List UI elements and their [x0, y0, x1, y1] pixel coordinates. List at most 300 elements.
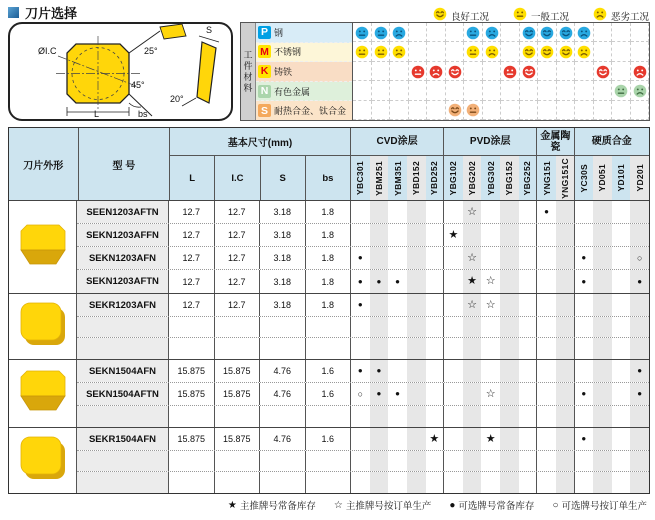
mark-cell-YBG252: [519, 451, 538, 471]
compat-cell: [631, 101, 650, 120]
mark-cell-YBC301: [351, 270, 370, 293]
dot-mark: ●: [357, 366, 363, 375]
mark-cell-YD201: [630, 247, 649, 269]
mark-cell-YBG302: [481, 338, 500, 359]
dim-cell-S: [260, 472, 306, 493]
compat-cell: [372, 81, 391, 100]
insert-group-rows: [77, 294, 649, 359]
empty-row: [77, 406, 649, 427]
dim-cell-L: [169, 472, 215, 493]
mark-cell-YBD152: [407, 317, 426, 337]
grade-label: YBC301: [355, 161, 366, 195]
mark-cell-YNG151C: [556, 360, 575, 382]
mark-cell-YBC301: [351, 317, 370, 337]
compat-cell: [612, 62, 631, 81]
mark-cell-YD101: [612, 338, 631, 359]
mark-cell-YBG252: [519, 270, 538, 293]
table-row: [77, 360, 649, 383]
mark-cell-YBD252: [426, 224, 445, 246]
dim-cell-bs: [306, 472, 352, 493]
mark-cell-YD051: [593, 201, 612, 223]
open-dot-mark: ○: [636, 252, 643, 263]
dim-cell-L: [169, 406, 215, 427]
model-cell: SEKN1203AFFN: [77, 224, 169, 246]
mark-cell-YBG102: [444, 224, 463, 246]
grade-column-YBM351: [388, 156, 407, 200]
model-cell: SEKN1203AFTN: [77, 270, 169, 293]
mark-cell-YBM351: [388, 201, 407, 223]
mark-cell-YD101: [612, 317, 631, 337]
mark-cell-YBG202: [463, 270, 482, 293]
dot-mark: ●: [637, 389, 643, 398]
rounded-square-insert-icon: [18, 301, 68, 352]
good-face-icon: [540, 45, 554, 59]
mark-cell-YBM251: [370, 428, 389, 450]
dim-cell-L: 12.7: [169, 247, 215, 269]
table-row: [77, 201, 649, 224]
compat-cell: [575, 101, 594, 120]
dot-mark: ●: [581, 253, 587, 262]
mark-cell-YBG152: [500, 224, 519, 246]
material-badge-K: K: [258, 65, 271, 78]
mark-cell-YNG151: [537, 406, 556, 427]
stock-legend-label: 可选牌号常备库存: [458, 501, 535, 512]
grade-column-YBG152: [500, 156, 519, 200]
dot-mark: ●: [581, 276, 587, 286]
mark-cell-YBM251: [370, 270, 389, 293]
dim-cell-S: [260, 406, 306, 427]
mark-cell-YBM351: [388, 406, 407, 427]
material-row-K: [256, 62, 352, 82]
grade-group-label: 金属陶瓷: [537, 128, 574, 155]
table-row: [77, 383, 649, 406]
chamfered-square-insert-icon: [17, 369, 69, 418]
mark-cell-YBM351: [388, 360, 407, 382]
mark-cell-YBG202: [463, 338, 482, 359]
dot-mark: ●: [544, 207, 549, 216]
mark-cell-YD051: [593, 451, 612, 471]
table-row: [77, 294, 649, 317]
mark-cell-YBG202: [463, 428, 482, 450]
model-cell: SEKN1504AFTN: [77, 383, 169, 405]
star-mark: ★: [448, 228, 459, 241]
mark-cell-YBG202: [463, 406, 482, 427]
mark-cell-YBC301: [351, 360, 370, 382]
good-face-icon: [522, 26, 536, 40]
compat-cell: [483, 81, 502, 100]
mark-cell-YBG202: [463, 451, 482, 471]
grade-column-YBD152: [407, 156, 426, 200]
grade-group-label: PVD涂层: [444, 128, 537, 155]
mark-cell-YBD152: [407, 472, 426, 493]
mark-cell-YBG302: [481, 201, 500, 223]
mark-cell-YBD152: [407, 360, 426, 382]
mark-cell-YNG151: [537, 224, 556, 246]
mark-cell-YBM251: [370, 383, 389, 405]
grade-column-YBG302: [481, 156, 500, 200]
dim-cell-bs: [306, 451, 352, 471]
mark-cell-YNG151: [537, 338, 556, 359]
mark-cell-YNG151C: [556, 428, 575, 450]
bad-face-icon: [392, 45, 406, 59]
mark-cell-YBG102: [444, 338, 463, 359]
stock-legend: [228, 498, 647, 512]
mark-cell-YNG151: [537, 451, 556, 471]
mark-cell-YBC301: [351, 406, 370, 427]
empty-row: [77, 317, 649, 338]
dim-cell-I.C: 12.7: [215, 270, 261, 293]
mark-cell-YBM251: [370, 472, 389, 493]
grade-label-row: [351, 156, 649, 200]
svg-text:25°: 25°: [144, 46, 158, 56]
insert-group: [9, 428, 649, 493]
mark-cell-YBD252: [426, 451, 445, 471]
stock-legend-symbol: ○: [552, 499, 559, 511]
workpiece-material-title: [241, 23, 256, 120]
marks-cells: [351, 383, 649, 405]
mark-cell-YD201: [630, 383, 649, 405]
mark-cell-YC30S: [575, 201, 594, 223]
compat-cell: [501, 42, 520, 61]
compat-cell: [538, 62, 557, 81]
mark-cell-YD101: [612, 247, 631, 269]
mark-cell-YNG151: [537, 428, 556, 450]
compat-cell: [631, 42, 650, 61]
mark-cell-YBD252: [426, 317, 445, 337]
mark-cell-YC30S: [575, 383, 594, 405]
dot-mark: ●: [357, 276, 363, 286]
dim-cell-L: 12.7: [169, 224, 215, 246]
model-cell: [77, 338, 169, 359]
dim-cell-S: [260, 338, 306, 359]
dim-cell-L: [169, 317, 215, 337]
bad-face-icon: [485, 45, 499, 59]
open-star-mark: ☆: [485, 387, 496, 400]
mark-cell-YBD152: [407, 383, 426, 405]
material-name: 铸铁: [274, 66, 293, 77]
condition-legend-label: 恶劣工况: [610, 11, 649, 23]
neutral-face-icon: [355, 45, 369, 59]
model-cell: SEKN1504AFN: [77, 360, 169, 382]
compat-cell: [501, 23, 520, 42]
marks-cells: [351, 472, 649, 493]
good-face-icon: [596, 65, 610, 79]
stock-legend-symbol: ☆: [333, 499, 343, 511]
rounded-square-insert-icon: [18, 435, 68, 486]
compat-cell: [353, 62, 372, 81]
mark-cell-YBD152: [407, 224, 426, 246]
material-row-S: [256, 101, 352, 120]
mark-cell-YBM251: [370, 247, 389, 269]
mark-cell-YNG151C: [556, 472, 575, 493]
mark-cell-YBG102: [444, 317, 463, 337]
stock-legend-label: 主推牌号按订单生产: [345, 501, 432, 512]
bad-face-icon: [577, 26, 591, 40]
grade-label: YBD252: [429, 161, 440, 195]
compat-cell: [390, 101, 409, 120]
dim-cell-I.C: 12.7: [215, 247, 261, 269]
insert-shape-cell: [9, 360, 77, 427]
mark-cell-YBG252: [519, 224, 538, 246]
mark-cell-YBG152: [500, 317, 519, 337]
mark-cell-YC30S: [575, 406, 594, 427]
mark-cell-YD101: [612, 406, 631, 427]
chamfered-square-insert-icon: [17, 223, 69, 272]
grade-label: YNG151: [541, 160, 552, 196]
mark-cell-YBC301: [351, 201, 370, 223]
compat-cell: [557, 81, 576, 100]
compat-cell: [612, 42, 631, 61]
mark-cell-YBG252: [519, 201, 538, 223]
mark-cell-YBD152: [407, 428, 426, 450]
mark-cell-YBG102: [444, 294, 463, 316]
neutral-face-icon: [466, 26, 480, 40]
mark-cell-YBG102: [444, 472, 463, 493]
table-row: [77, 247, 649, 270]
mark-cell-YBD252: [426, 247, 445, 269]
mark-cell-YD201: [630, 270, 649, 293]
open-star-mark: ☆: [485, 275, 496, 287]
grade-label: YBD152: [411, 161, 422, 195]
dim-cell-bs: 1.8: [306, 224, 352, 246]
mark-cell-YBD252: [426, 360, 445, 382]
mark-cell-YC30S: [575, 224, 594, 246]
mark-cell-YBG202: [463, 247, 482, 269]
mark-cell-YBG152: [500, 406, 519, 427]
material-name: 不锈钢: [274, 47, 302, 58]
insert-group-rows: [77, 360, 649, 427]
mark-cell-YD201: [630, 360, 649, 382]
insert-diagram: [8, 22, 233, 121]
mark-cell-YD201: [630, 201, 649, 223]
mark-cell-YC30S: [575, 338, 594, 359]
mark-cell-YBD152: [407, 294, 426, 316]
material-row-N: [256, 82, 352, 102]
mark-cell-YBM351: [388, 383, 407, 405]
table-header: [9, 128, 649, 201]
mark-cell-YD051: [593, 360, 612, 382]
mark-cell-YNG151: [537, 247, 556, 269]
compat-cell: [427, 42, 446, 61]
mark-cell-YBG152: [500, 201, 519, 223]
stock-legend-symbol: ●: [449, 499, 456, 511]
stock-legend-label: 主推牌号常备库存: [239, 501, 316, 512]
good-face-icon: [448, 65, 462, 79]
dim-cell-L: 12.7: [169, 270, 215, 293]
model-cell: SEKR1504AFN: [77, 428, 169, 450]
marks-cells: [351, 247, 649, 269]
mark-cell-YC30S: [575, 247, 594, 269]
material-rows: [256, 23, 352, 120]
grade-column-YBG252: [519, 156, 538, 200]
mark-cell-YD101: [612, 428, 631, 450]
material-badge-P: P: [258, 26, 271, 39]
dim-cell-L: 12.7: [169, 201, 215, 223]
header-dim-subcolumns: [170, 156, 350, 200]
mark-cell-YBM251: [370, 406, 389, 427]
dim-cell-S: 4.76: [260, 383, 306, 405]
svg-text:45°: 45°: [131, 80, 145, 90]
mark-cell-YD051: [593, 224, 612, 246]
compat-cell: [612, 23, 631, 42]
mark-cell-YD101: [612, 451, 631, 471]
compat-cell: [557, 101, 576, 120]
mark-cell-YBG152: [500, 451, 519, 471]
neutral-face-icon: [355, 26, 369, 40]
dim-cell-S: 3.18: [260, 201, 306, 223]
svg-text:bs: bs: [138, 109, 148, 119]
mark-cell-YNG151C: [556, 383, 575, 405]
mark-cell-YBC301: [351, 428, 370, 450]
marks-cells: [351, 224, 649, 246]
mark-cell-YBG302: [481, 428, 500, 450]
mark-cell-YBG102: [444, 270, 463, 293]
mark-cell-YBG202: [463, 383, 482, 405]
compat-cell: [427, 81, 446, 100]
open-star-mark: ☆: [467, 298, 477, 311]
mark-cell-YBD252: [426, 472, 445, 493]
star-mark: ★: [429, 432, 440, 445]
dim-cell-S: 3.18: [260, 270, 306, 293]
mark-cell-YBC301: [351, 383, 370, 405]
dot-mark: ●: [637, 366, 643, 375]
compat-cell: [612, 101, 631, 120]
grade-label: YBG202: [467, 160, 478, 196]
insert-group-rows: [77, 428, 649, 493]
mark-cell-YC30S: [575, 294, 594, 316]
dim-cell-bs: 1.8: [306, 270, 352, 293]
mark-cell-YBD252: [426, 270, 445, 293]
neutral-face-icon: [374, 26, 388, 40]
good-face-icon: [540, 26, 554, 40]
table-body: [9, 201, 649, 493]
insert-group: [9, 294, 649, 360]
mark-cell-YBD252: [426, 383, 445, 405]
dim-cell-bs: 1.8: [306, 201, 352, 223]
dot-mark: ●: [581, 434, 587, 443]
good-face-icon: [448, 103, 462, 117]
stock-legend-item: [552, 498, 647, 512]
dim-cell-I.C: 12.7: [215, 201, 261, 223]
material-badge-M: M: [258, 45, 271, 58]
mark-cell-YD201: [630, 294, 649, 316]
mark-cell-YBM351: [388, 451, 407, 471]
header-dim-S: S: [261, 156, 306, 200]
star-mark: ★: [485, 432, 496, 445]
svg-text:ØI.C: ØI.C: [38, 46, 57, 56]
mark-cell-YNG151: [537, 360, 556, 382]
mark-cell-YBM251: [370, 317, 389, 337]
model-cell: [77, 406, 169, 427]
marks-cells: [351, 428, 649, 450]
mark-cell-YD201: [630, 406, 649, 427]
mark-cell-YNG151C: [556, 270, 575, 293]
compat-cell: [538, 101, 557, 120]
grade-column-YD201: [630, 156, 649, 200]
mark-cell-YD051: [593, 270, 612, 293]
compat-cell: [594, 101, 613, 120]
mark-cell-YBG152: [500, 338, 519, 359]
mark-cell-YBM351: [388, 294, 407, 316]
mark-cell-YBG302: [481, 270, 500, 293]
mark-cell-YBG152: [500, 270, 519, 293]
mark-cell-YBG252: [519, 338, 538, 359]
model-cell: SEEN1203AFTN: [77, 201, 169, 223]
grade-label: YC30S: [578, 163, 589, 193]
marks-cells: [351, 338, 649, 359]
table-row: [77, 224, 649, 247]
dot-mark: ●: [357, 300, 363, 309]
stock-legend-item: [334, 498, 431, 512]
mark-cell-YBD152: [407, 247, 426, 269]
mark-cell-YBD252: [426, 338, 445, 359]
empty-row: [77, 338, 649, 359]
header-dims-label: 基本尺寸(mm): [170, 128, 350, 156]
mark-cell-YBG102: [444, 201, 463, 223]
open-star-mark: ☆: [485, 298, 496, 311]
stock-legend-label: 可选牌号按订单生产: [561, 501, 647, 512]
dim-cell-I.C: [215, 451, 261, 471]
compat-cell: [483, 62, 502, 81]
marks-cells: [351, 451, 649, 471]
mark-cell-YBM251: [370, 224, 389, 246]
mark-cell-YD101: [612, 201, 631, 223]
table-row: [77, 270, 649, 293]
empty-row: [77, 451, 649, 472]
mark-cell-YBG252: [519, 383, 538, 405]
mark-cell-YBG102: [444, 406, 463, 427]
mark-cell-YNG151C: [556, 294, 575, 316]
mark-cell-YBG152: [500, 472, 519, 493]
mark-cell-YBM351: [388, 224, 407, 246]
table-row: [77, 428, 649, 451]
mark-cell-YC30S: [575, 451, 594, 471]
header-dim-I.C: I.C: [215, 156, 260, 200]
mark-cell-YD101: [612, 270, 631, 293]
dim-cell-L: [169, 338, 215, 359]
dot-mark: ●: [581, 389, 587, 398]
header-grades: [351, 128, 649, 200]
insert-group: [9, 201, 649, 294]
model-cell: [77, 472, 169, 493]
mark-cell-YNG151C: [556, 406, 575, 427]
mark-cell-YBD152: [407, 451, 426, 471]
dim-cell-bs: [306, 317, 352, 337]
mark-cell-YBM351: [388, 270, 407, 293]
insert-group-rows: [77, 201, 649, 293]
grade-column-YBD252: [426, 156, 445, 200]
material-name: 有色金属: [274, 86, 311, 97]
dim-cell-bs: 1.8: [306, 294, 352, 316]
mark-cell-YNG151: [537, 201, 556, 223]
compat-cell: [594, 42, 613, 61]
mark-cell-YBC301: [351, 224, 370, 246]
mark-cell-YNG151: [537, 317, 556, 337]
mark-cell-YD051: [593, 294, 612, 316]
bad-face-icon: [633, 84, 647, 98]
compat-cell: [446, 42, 465, 61]
dot-mark: ●: [637, 276, 643, 286]
bad-face-icon: [485, 26, 499, 40]
material-badge-N: N: [258, 85, 271, 98]
dim-cell-I.C: 15.875: [215, 428, 261, 450]
insert-selection-table: [8, 127, 650, 494]
mark-cell-YBG202: [463, 201, 482, 223]
compat-cell: [557, 62, 576, 81]
compat-cell: [501, 81, 520, 100]
compat-cell: [446, 23, 465, 42]
neutral-face-icon: [614, 84, 628, 98]
